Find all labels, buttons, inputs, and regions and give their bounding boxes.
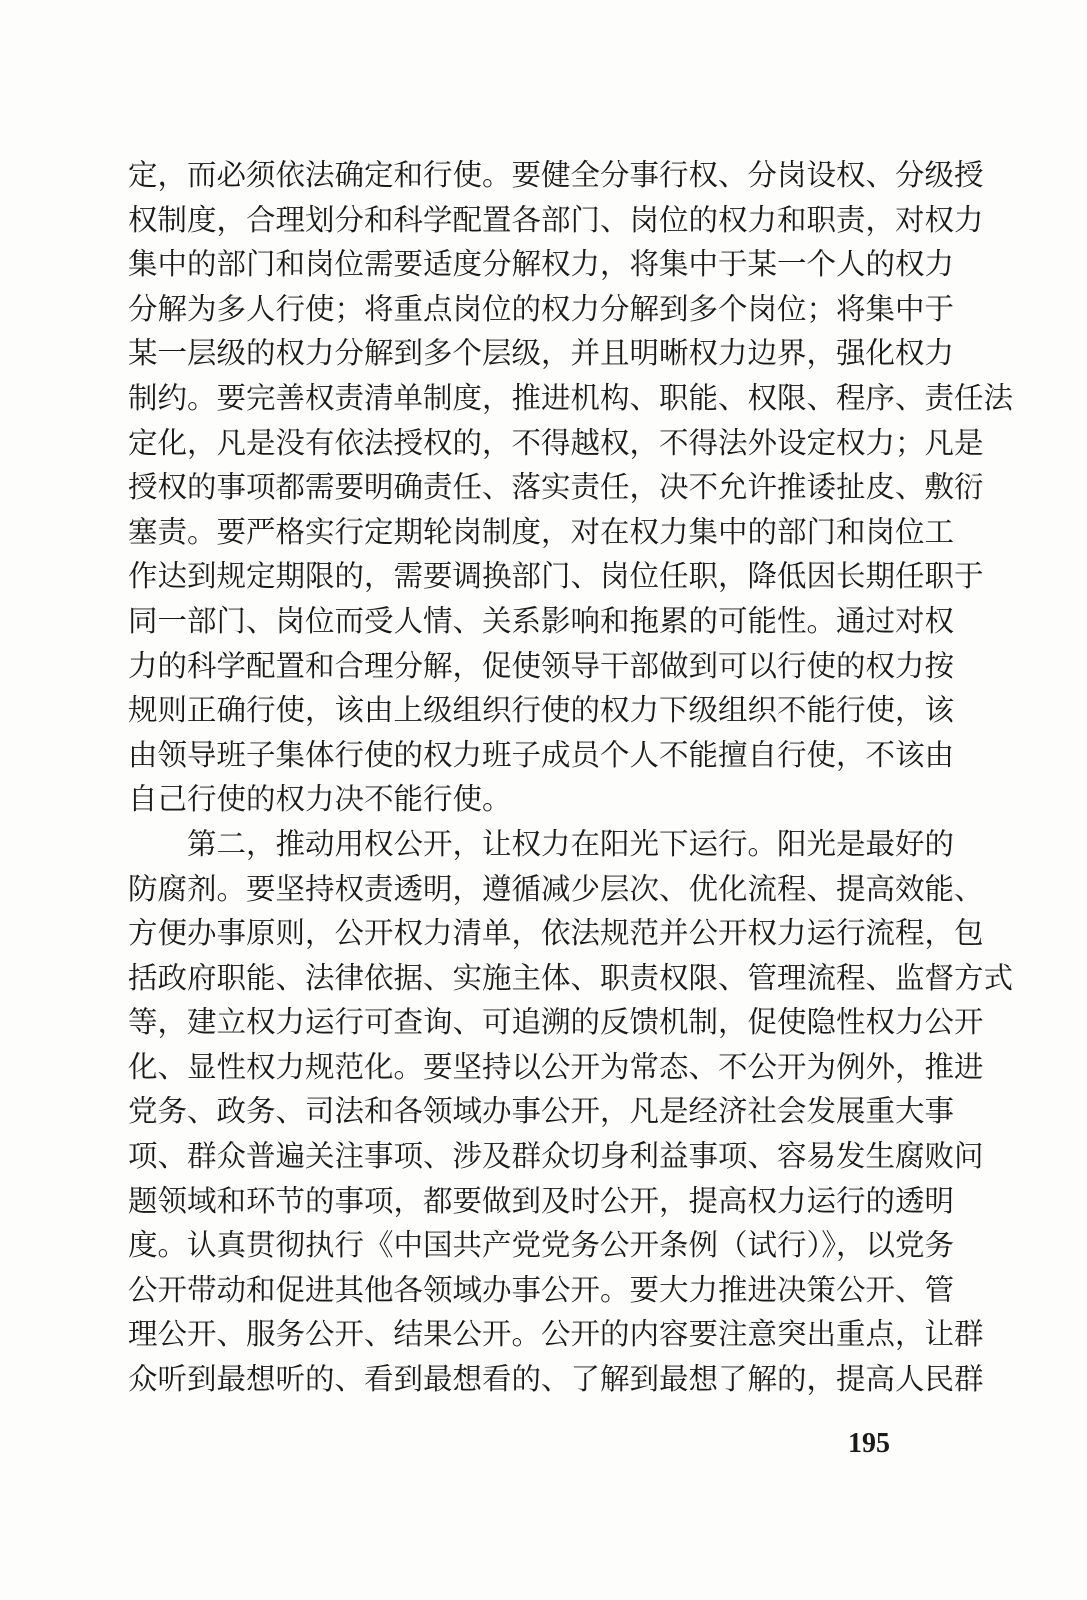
text-line: 公开带动和促进其他各领域办事公开。要大力推进决策公开、管: [128, 1272, 955, 1307]
text-line: 项、群众普遍关注事项、涉及群众切身利益事项、容易发生腐败问: [128, 1139, 984, 1174]
text-line: 某一层级的权力分解到多个层级，并且明晰权力边界，强化权力: [128, 336, 955, 371]
text-line: 制约。要完善权责清单制度，推进机构、职能、权限、程序、责任法: [128, 380, 1014, 415]
text-line: 方便办事原则，公开权力清单，依法规范并公开权力运行流程，包: [128, 916, 984, 951]
text-line: 作达到规定期限的，需要调换部门、岗位任职，降低因长期任职于: [128, 559, 984, 594]
text-line: 同一部门、岗位而受人情、关系影响和拖累的可能性。通过对权: [128, 603, 955, 638]
text-line: 题领域和环节的事项，都要做到及时公开，提高权力运行的透明: [128, 1183, 955, 1218]
text-line: 第二，推动用权公开，让权力在阳光下运行。阳光是最好的: [128, 826, 955, 861]
text-line: 众听到最想听的、看到最想看的、了解到最想了解的，提高人民群: [128, 1362, 984, 1397]
text-line: 力的科学配置和合理分解，促使领导干部做到可以行使的权力按: [128, 648, 955, 683]
body-text: [128, 153, 1014, 1402]
text-line: 度。认真贯彻执行《中国共产党党务公开条例（试行）》，以党务: [128, 1228, 955, 1263]
text-line: 自己行使的权力决不能行使。: [128, 782, 512, 817]
page-number: 195: [848, 1428, 890, 1459]
text-line: 权制度，合理划分和科学配置各部门、岗位的权力和职责，对权力: [128, 202, 984, 237]
text-line: 理公开、服务公开、结果公开。公开的内容要注意突出重点，让群: [128, 1317, 984, 1352]
text-line: 定化，凡是没有依法授权的，不得越权，不得法外设定权力；凡是: [128, 425, 984, 460]
text-line: 分解为多人行使；将重点岗位的权力分解到多个岗位；将集中于: [128, 291, 955, 326]
text-line: 防腐剂。要坚持权责透明，遵循减少层次、优化流程、提高效能、: [128, 871, 984, 906]
text-line: 化、显性权力规范化。要坚持以公开为常态、不公开为例外，推进: [128, 1049, 984, 1084]
text-line: 等，建立权力运行可查询、可追溯的反馈机制，促使隐性权力公开: [128, 1005, 984, 1040]
text-line: 规则正确行使，该由上级组织行使的权力下级组织不能行使，该: [128, 693, 955, 728]
text-line: 括政府职能、法律依据、实施主体、职责权限、管理流程、监督方式: [128, 960, 1014, 995]
text-line: 塞责。要严格实行定期轮岗制度，对在权力集中的部门和岗位工: [128, 514, 955, 549]
text-line: 集中的部门和岗位需要适度分解权力，将集中于某一个人的权力: [128, 247, 955, 282]
text-line: 党务、政务、司法和各领域办事公开，凡是经济社会发展重大事: [128, 1094, 955, 1129]
text-line: 定，而必须依法确定和行使。要健全分事行权、分岗设权、分级授: [128, 158, 984, 192]
text-line: 授权的事项都需要明确责任、落实责任，决不允许推诿扯皮、敷衍: [128, 470, 984, 505]
text-line: 由领导班子集体行使的权力班子成员个人不能擅自行使，不该由: [128, 737, 955, 772]
